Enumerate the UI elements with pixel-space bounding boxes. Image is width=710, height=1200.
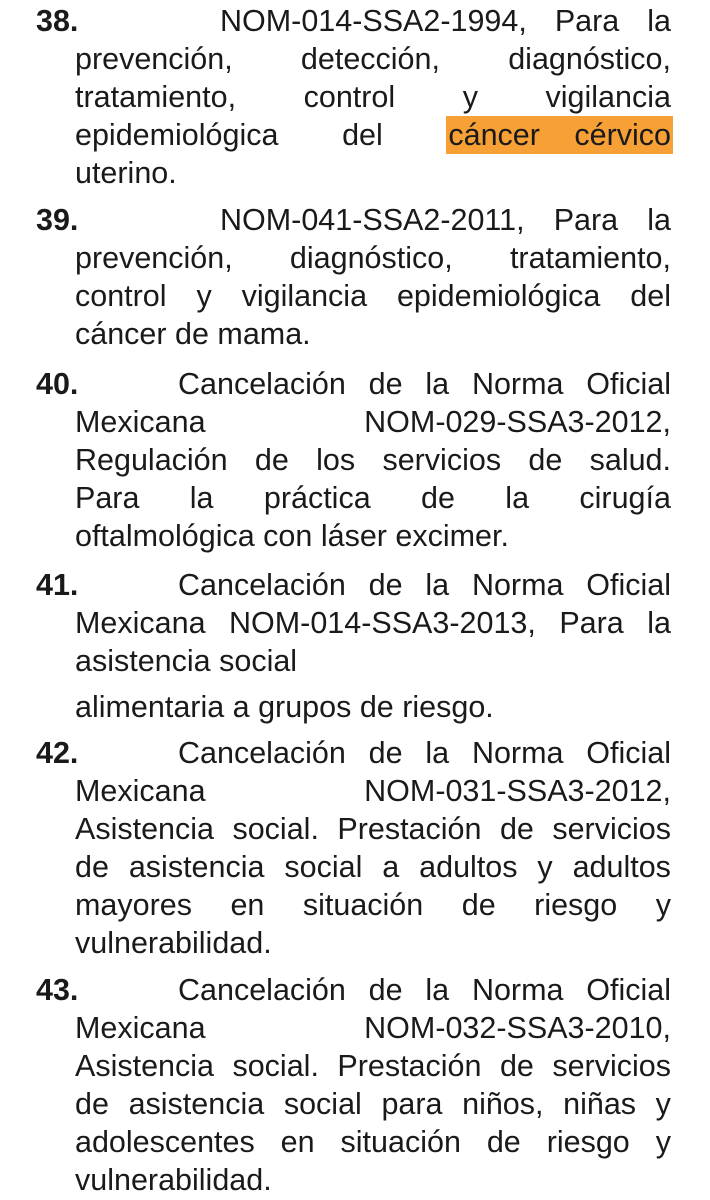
text-line: Mexicana NOM-031-SSA3-2012, (75, 774, 671, 808)
text-line: alimentaria a grupos de riesgo. (75, 690, 494, 724)
text-line: Cancelación de la Norma Oficial (178, 973, 671, 1007)
text-line: Para la práctica de la cirugía (75, 481, 671, 515)
text-line: vulnerabilidad. (75, 926, 272, 960)
text-line: oftalmológica con láser excimer. (75, 519, 509, 553)
text-line: uterino. (75, 156, 177, 190)
highlighted-text: cáncer cérvico (448, 118, 671, 152)
text-line: mayores en situación de riesgo y (75, 888, 671, 922)
text-line: de asistencia social para niños, niñas y (75, 1087, 671, 1121)
item-number: 42. (36, 736, 79, 770)
text-line: tratamiento, control y vigilancia (75, 80, 671, 114)
text-line: NOM-041-SSA2-2011, Para la (220, 203, 671, 237)
text-line: NOM-014-SSA2-1994, Para la (220, 4, 671, 38)
text-line: asistencia social (75, 644, 298, 678)
text-line: Cancelación de la Norma Oficial (178, 367, 671, 401)
text-line: prevención, diagnóstico, tratamiento, (75, 241, 671, 275)
item-number: 40. (36, 367, 79, 401)
text-line: Asistencia social. Prestación de servicios (75, 1049, 671, 1083)
item-number: 38. (36, 4, 79, 38)
text-line: prevención, detección, diagnóstico, (75, 42, 671, 76)
item-number: 43. (36, 973, 79, 1007)
text-line: vulnerabilidad. (75, 1163, 272, 1197)
text-line: control y vigilancia epidemiológica del (75, 279, 671, 313)
text-line: Cancelación de la Norma Oficial (178, 568, 671, 602)
text-line: cáncer de mama. (75, 317, 311, 351)
text-line: Mexicana NOM-032-SSA3-2010, (75, 1011, 671, 1045)
text-line: Mexicana NOM-014-SSA3-2013, Para la (75, 606, 671, 640)
text-line: Regulación de los servicios de salud. (75, 443, 671, 477)
text-line: epidemiológica del cáncer cérvico (75, 118, 671, 152)
item-number: 39. (36, 203, 79, 237)
text-line: de asistencia social a adultos y adultos (75, 850, 671, 884)
text-line: adolescentes en situación de riesgo y (75, 1125, 671, 1159)
item-number: 41. (36, 568, 79, 602)
text-line: Mexicana NOM-029-SSA3-2012, (75, 405, 671, 439)
text-line: Asistencia social. Prestación de servicios (75, 812, 671, 846)
text-line: Cancelación de la Norma Oficial (178, 736, 671, 770)
